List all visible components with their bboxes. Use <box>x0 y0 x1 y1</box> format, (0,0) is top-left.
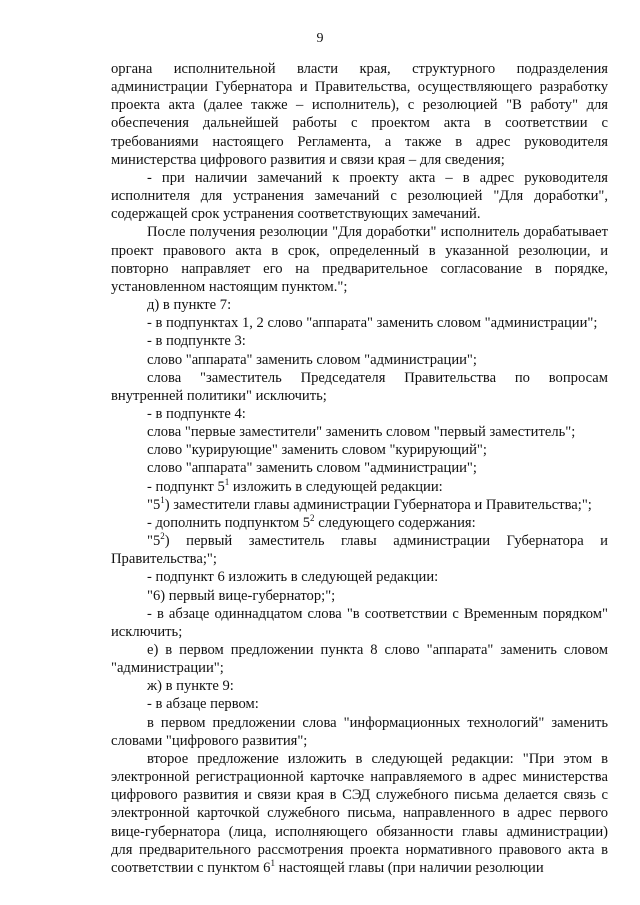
paragraph: слова "первые заместители" заменить словом "первый заместитель"; <box>147 424 576 441</box>
paragraph: слово "аппарата" заменить словом "администрации"; <box>147 351 477 368</box>
paragraph: слово "аппарата" заменить словом "администрации"; <box>147 460 477 477</box>
paragraph: е) в первом предложении пункта 8 слово "аппарата" заменить словом "администрации"; <box>111 642 608 677</box>
paragraph: "$5^1$) заместители главы администрации Губернатора и Правительства;"; <box>147 494 592 513</box>
paragraph: в первом предложении слова "информационных технологий" заменить словами "цифрового развития"; <box>111 714 608 749</box>
paragraph: слово "курирующие" заменить словом "курирующий"; <box>147 442 487 459</box>
paragraph: "6) первый вице-губернатор;"; <box>147 587 336 604</box>
paragraph: органа исполнительной власти края, структурного подразделения администрации Губернатора и Правительства, осуществляющего разработку проекта акта (далее также – исполнитель), с резолюцией "В работу" для обеспечения дальнейшей работы с проектом акта в соответствии с требованиями настоящего Регламента, а также в адрес руководителя министерства цифрового развития и связи края – для сведения; <box>111 61 608 168</box>
paragraph: второе предложение изложить в следующей редакции: "При этом в электронной регистрационной карточке направляемого в адрес министерства цифрового развития и связи края в СЭД служебного письма делается связь с электронной карточкой служебного письма, направленного в адрес первого вице-губернатора (лица, исполняющего обязанности главы администрации) для предварительного рассмотрения проекта нормативного правового акта в соответствии с пунктом $6^1$ настоящей главы (при наличии резолюции <box>111 750 608 876</box>
paragraph: После получения резолюции "Для доработки" исполнитель дорабатывает проект правового акта в срок, определенный в указанной резолюции, и повторно направляет его на предварительное согласование в порядке, установленном настоящим пунктом."; <box>111 224 608 295</box>
paragraph: слова "заместитель Председателя Правительства по вопросам внутренней политики" исключить; <box>111 369 608 404</box>
document-body <box>111 60 608 877</box>
paragraph: - при наличии замечаний к проекту акта – в адрес руководителя исполнителя для устранения замечаний с резолюцией "Для доработки", содержащей срок устранения соответствующих замечаний. <box>111 169 608 223</box>
paragraph: д) в пункте 7: <box>147 297 232 314</box>
paragraph: - подпункт 6 изложить в следующей редакции: <box>147 569 439 586</box>
paragraph: "$5^2$) первый заместитель главы администрации Губернатора и Правительства;"; <box>111 531 608 568</box>
paragraph: - в абзаце одиннадцатом слова "в соответствии с Временным порядком" исключить; <box>111 605 608 640</box>
paragraph: - в подпункте 3: <box>147 333 246 350</box>
paragraph: - в абзаце первом: <box>147 696 259 713</box>
paragraph: - подпункт $5^1$ изложить в следующей редакции: <box>147 476 443 495</box>
paragraph: ж) в пункте 9: <box>147 678 234 695</box>
paragraph: - в подпункте 4: <box>147 405 246 422</box>
paragraph: - в подпунктах 1, 2 слово "аппарата" заменить словом "администрации"; <box>147 315 598 332</box>
page-number: 9 <box>316 31 324 46</box>
paragraph: - дополнить подпунктом $5^2$ следующего содержания: <box>147 513 476 531</box>
